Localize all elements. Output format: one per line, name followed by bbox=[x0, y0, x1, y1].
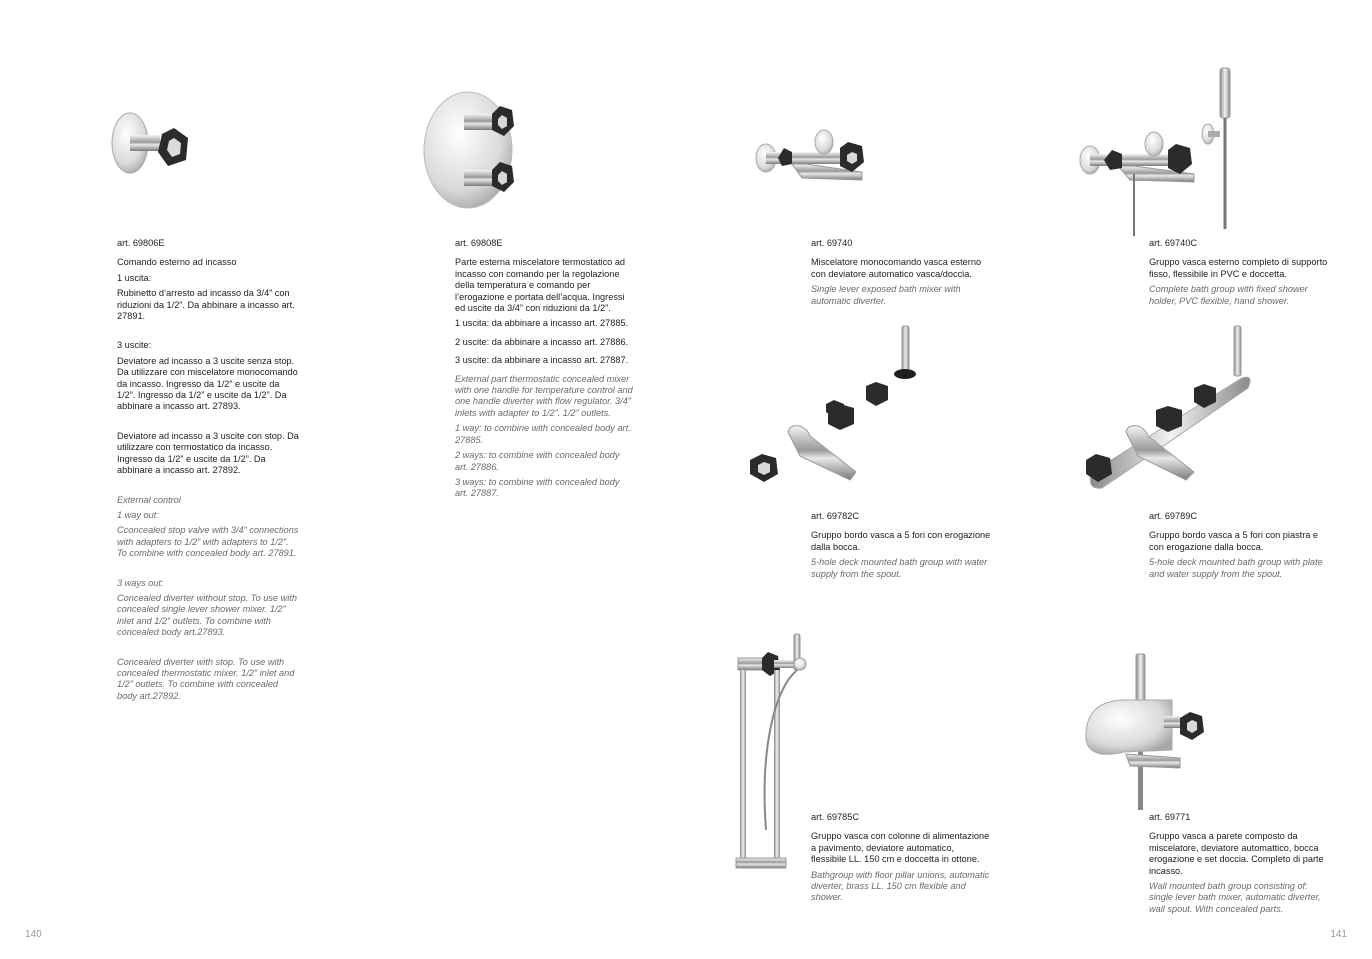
art-number: art. 69808E bbox=[455, 238, 503, 248]
description-en: 5-hole deck mounted bath group with plate and water supply from the spout. bbox=[1149, 557, 1323, 579]
art-number: art. 69782C bbox=[811, 511, 860, 521]
product-image-69740C bbox=[1076, 64, 1241, 239]
way-line-en: 2 ways: to combine with concealed body art. 27886. bbox=[455, 450, 620, 472]
product-image-69789C bbox=[1082, 322, 1257, 492]
art-number: art. 69789C bbox=[1149, 511, 1198, 521]
description-it: Rubinetto d’arresto ad incasso da 3/4” con riduzioni da 1/2”. Da abbinare a incasso art. 27891. bbox=[117, 288, 295, 322]
product-69740 bbox=[811, 238, 991, 311]
way-line-en: 3 ways: to combine with concealed body art. 27887. bbox=[455, 476, 620, 499]
outlet-line: 1 uscita: da abbinare a incasso art. 27885. bbox=[455, 318, 629, 329]
description-it: Gruppo bordo vasca a 5 fori con piastra e con erogazione dalla bocca. bbox=[1149, 530, 1319, 552]
product-image-69782C bbox=[744, 322, 924, 492]
description-it: Gruppo bordo vasca a 5 fori con erogazione dalla bocca. bbox=[811, 530, 991, 552]
art-number: art. 69740C bbox=[1149, 238, 1198, 248]
product-image-69806E bbox=[104, 108, 194, 178]
page-number-left: 140 bbox=[25, 929, 42, 940]
product-image-69740 bbox=[752, 128, 872, 193]
description-en: Complete bath group with fixed shower holder, PVC flexible, hand shower. bbox=[1149, 284, 1308, 306]
way-line-en: 1 way: to combine with concealed body art. 27885. bbox=[455, 423, 631, 445]
description-en: Single lever exposed bath mixer with automatic diverter. bbox=[811, 284, 961, 306]
description-it: Parte esterna miscelatore termostatico ad incasso con comando per la regolazione della temperatura e comando per l’erogazione e portata dell’acqua. Ingressi ed uscite da 3/4” con riduzioni da 1/2”. bbox=[455, 257, 626, 314]
description-it: Gruppo vasca a parete composto da miscelatore, deviatore automattico, bocca erogazione e set doccia. Completo di parte incasso. bbox=[1149, 831, 1324, 876]
description-en: Concealed diverter without stop. To use with concealed single lever shower mixer. 1/2” inlet and 1/2” outlets. To combine with concealed body art.27893. bbox=[117, 592, 297, 638]
heading-en: External control bbox=[117, 494, 181, 505]
description-en: Bathgroup with floor pillar unions, automatic diverter, brass LL. 150 cm flexible and shower. bbox=[811, 869, 990, 903]
description-it: Gruppo vasca esterno completo di supporto fisso, flessibile in PVC e doccetta. bbox=[1149, 257, 1328, 279]
subheading-en: 3 ways out: bbox=[117, 577, 164, 588]
description-it: Deviatore ad incasso a 3 uscite con stop. Da utilizzare con termostatico da incasso. Ingresso da 1/2” e uscite da 1/2”. Da abbinare a incasso art. 27892. bbox=[117, 430, 299, 476]
product-image-69808E bbox=[420, 88, 530, 213]
description-en: Concealed diverter with stop. To use with concealed thermostatic mixer. 1/2” inlet and 1/2” outlets. To combine with concealed body art.27892. bbox=[117, 656, 295, 701]
description-it: Gruppo vasca con colonne di alimentazione a pavimento, deviatore automatico, flessibile LL. 150 cm e doccetta in ottone. bbox=[811, 831, 990, 865]
product-image-69785C bbox=[734, 630, 814, 880]
product-69789C bbox=[1149, 511, 1331, 584]
subheading-en: 1 way out: bbox=[117, 509, 159, 520]
description-en: External part thermostatic concealed mixer with one handle for temperature control and one handle diverter with flow regulator. 3/4” inlets with adapter to 1/2”. 1/2” outlets. bbox=[455, 373, 633, 418]
product-title: Comando esterno ad incasso bbox=[117, 257, 237, 268]
description-en: Cconcealed stop valve with 3/4” connections with adapters to 1/2” with adapters to 1/2”. To combine with concealed body art. 27891. bbox=[117, 525, 299, 559]
art-number: art. 69771 bbox=[1149, 812, 1191, 822]
product-69771 bbox=[1149, 812, 1331, 919]
description-en: 5-hole deck mounted bath group with water supply from the spout. bbox=[811, 557, 988, 579]
subheading: 3 uscite: bbox=[117, 340, 152, 351]
art-number: art. 69740 bbox=[811, 238, 853, 248]
product-69806E bbox=[117, 238, 299, 706]
page-number-right: 141 bbox=[1330, 929, 1347, 940]
product-image-69771 bbox=[1080, 652, 1210, 817]
outlet-line: 2 uscite: da abbinare a incasso art. 27886. bbox=[455, 336, 629, 347]
subheading: 1 uscita: bbox=[117, 272, 152, 283]
art-number: art. 69785C bbox=[811, 812, 860, 822]
outlet-line: 3 uscite: da abbinare a incasso art. 27887. bbox=[455, 355, 629, 366]
product-69808E bbox=[455, 238, 635, 504]
description-it: Deviatore ad incasso a 3 uscite senza stop. Da utilizzare con miscelatore monocomando da incasso. Ingresso da 1/2” e uscite da 1/2”. Ingresso da 1/2” e uscite da 1/2”. Da abbinare a incasso art. 27893. bbox=[117, 355, 298, 412]
description-it: Miscelatore monocomando vasca esterno con deviatore automatico vasca/doccia. bbox=[811, 257, 982, 279]
product-69740C bbox=[1149, 238, 1331, 311]
art-number: art. 69806E bbox=[117, 238, 165, 248]
product-69782C bbox=[811, 511, 991, 584]
description-en: Wall mounted bath group consisting of: single lever bath mixer, automatic diverter, wall spout. With concealed parts. bbox=[1149, 881, 1321, 914]
product-69785C bbox=[811, 812, 991, 908]
